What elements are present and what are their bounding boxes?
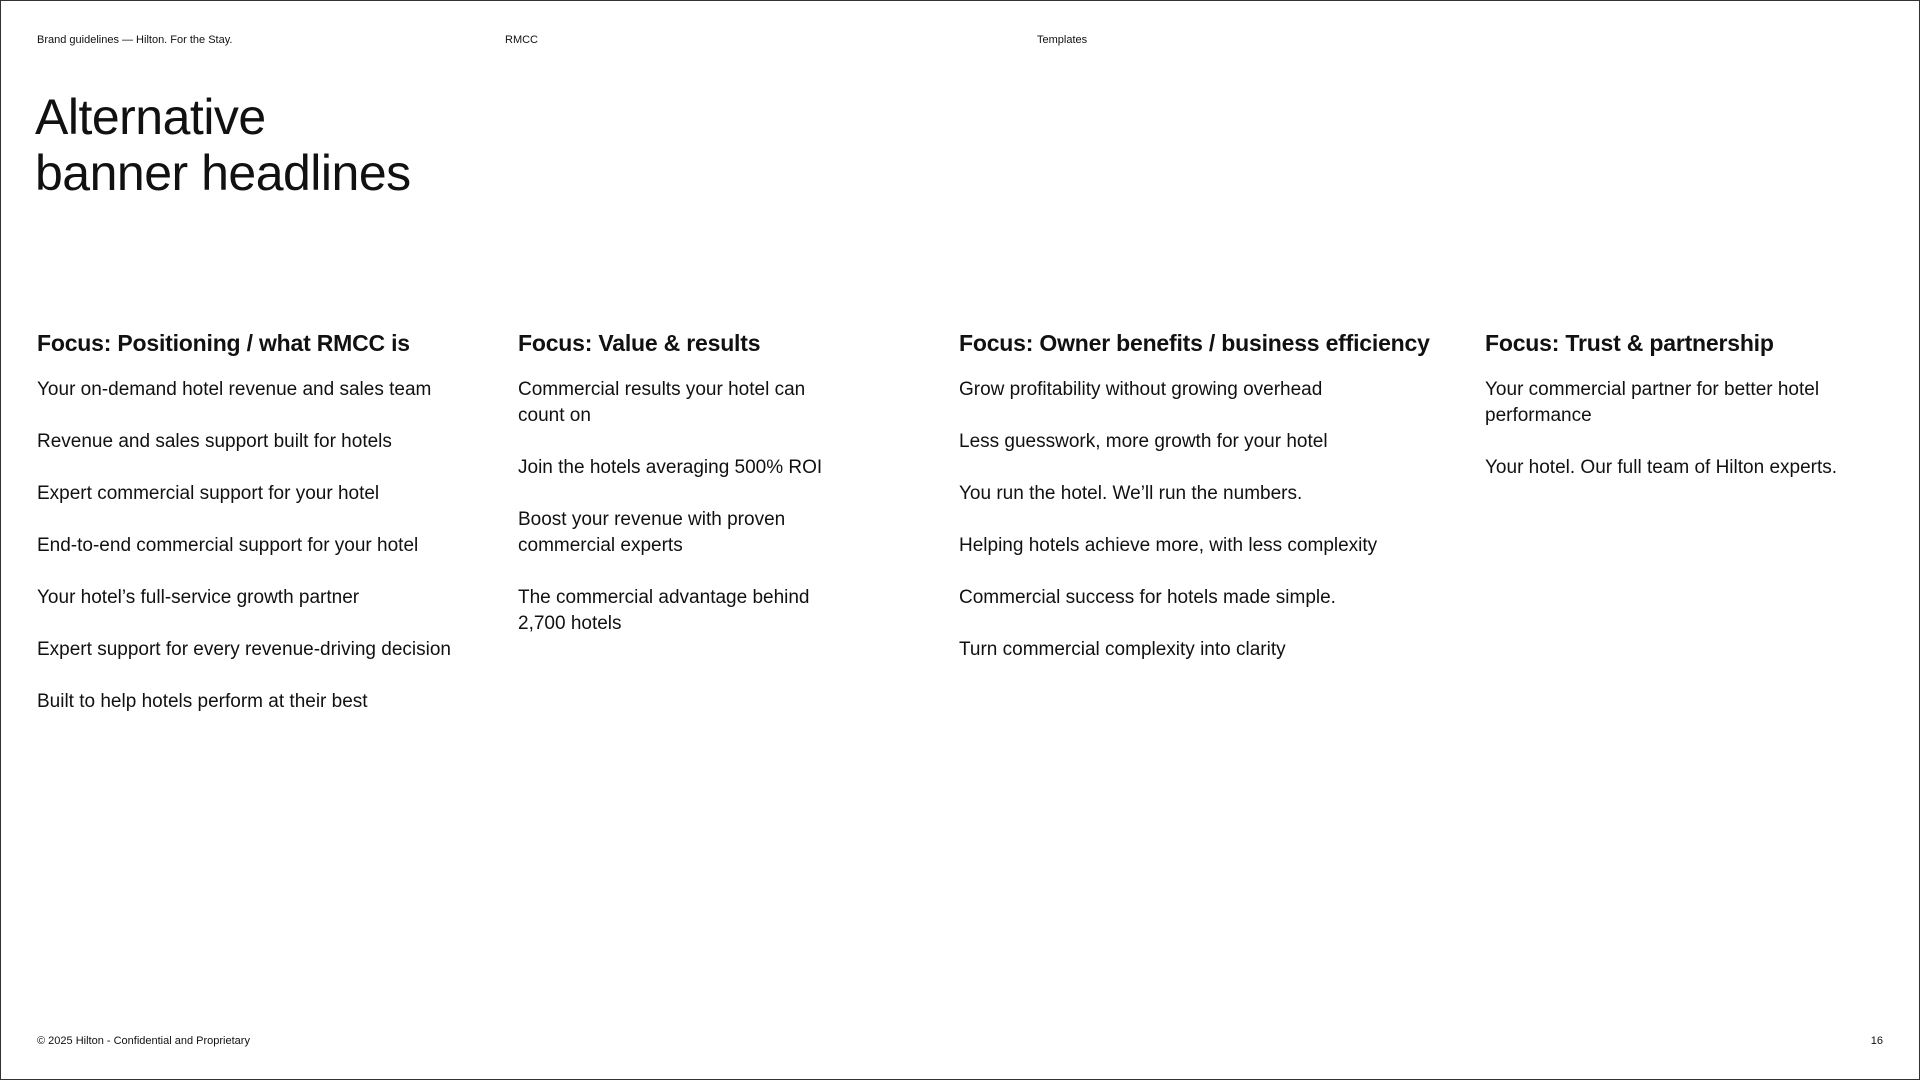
headline-item: Helping hotels achieve more, with less complexity (959, 535, 1378, 556)
column-value-results (518, 327, 908, 663)
headline-item: Your on-demand hotel revenue and sales team (37, 379, 432, 400)
headline-item: Your hotel. Our full team of Hilton experts. (1485, 457, 1838, 478)
column-positioning (37, 327, 497, 741)
header-chapter: Templates (1037, 34, 1088, 46)
column-trust-partnership (1485, 327, 1885, 507)
headline-item: End-to-end commercial support for your hotel (37, 535, 419, 556)
headline-item: Join the hotels averaging 500% ROI (518, 457, 823, 478)
headline-item: Commercial success for hotels made simple. (959, 587, 1336, 608)
column-heading: Focus: Owner benefits / business efficiency (959, 330, 1430, 356)
footer-copyright: © 2025 Hilton - Confidential and Proprietary (37, 1035, 250, 1047)
column-heading: Focus: Positioning / what RMCC is (37, 330, 410, 356)
headline-item: Boost your revenue with proven commercial experts (518, 509, 786, 556)
headline-list (959, 377, 1459, 663)
headline-list (37, 377, 497, 715)
page-title-line-2: banner headlines (35, 145, 411, 201)
headline-item: Your hotel’s full-service growth partner (37, 587, 360, 608)
headline-item: Commercial results your hotel can count on (518, 379, 806, 426)
headline-item: Built to help hotels perform at their best (37, 691, 368, 712)
column-heading: Focus: Value & results (518, 330, 761, 356)
page-number: 16 (1870, 1035, 1883, 1047)
headline-item: Grow profitability without growing overhead (959, 379, 1323, 400)
headline-item: You run the hotel. We’ll run the numbers. (959, 483, 1303, 504)
headline-item: Your commercial partner for better hotel performance (1485, 379, 1820, 426)
headline-item: The commercial advantage behind 2,700 hotels (518, 587, 810, 634)
page-title-line-1: Alternative (35, 89, 266, 145)
headline-item: Expert commercial support for your hotel (37, 483, 380, 504)
headline-item: Turn commercial complexity into clarity (959, 639, 1286, 660)
headline-list (518, 377, 908, 637)
page-title (35, 89, 411, 201)
header-brand: Brand guidelines — Hilton. For the Stay. (37, 34, 233, 46)
headline-item: Less guesswork, more growth for your hotel (959, 431, 1328, 452)
header-section: RMCC (505, 34, 538, 46)
headline-list (1485, 377, 1885, 481)
headline-item: Revenue and sales support built for hotels (37, 431, 392, 452)
column-owner-benefits (959, 327, 1459, 689)
column-heading: Focus: Trust & partnership (1485, 330, 1774, 356)
headline-item: Expert support for every revenue-driving decision (37, 639, 451, 660)
